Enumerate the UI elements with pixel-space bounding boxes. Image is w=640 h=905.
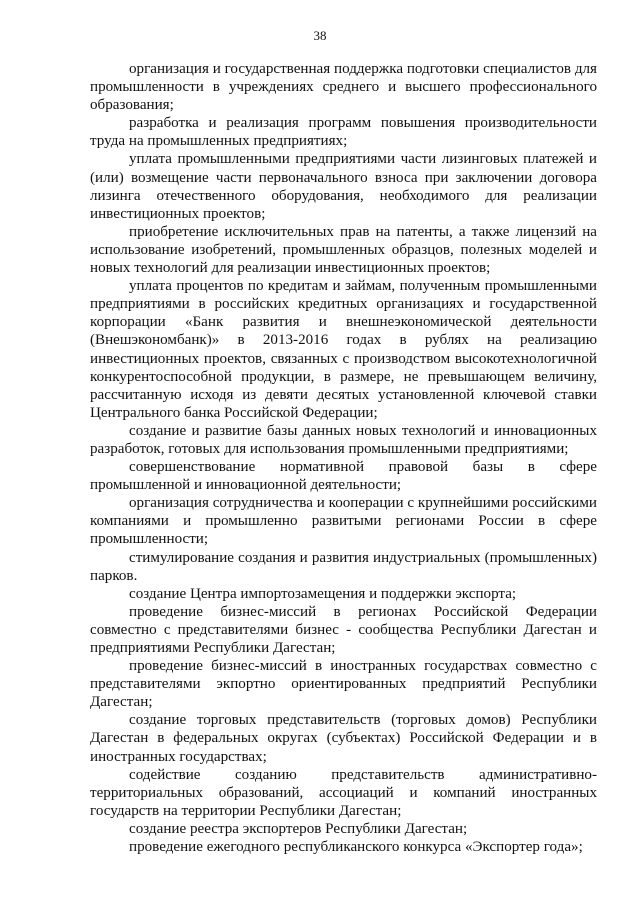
- page-number: 38: [313, 28, 327, 43]
- paragraph: стимулирование создания и развития индустриальных (промышленных) парков.: [90, 549, 597, 584]
- paragraph: уплата промышленными предприятиями части лизинговых платежей и (или) возмещение части первоначального взноса при заключении договора лизинга отечественного оборудования, необходимого для реализации инвестиционных проектов;: [90, 151, 597, 222]
- paragraph: организация и государственная поддержка подготовки специалистов для промышленности в учреждениях среднего и высшего профессионального образования;: [90, 61, 597, 114]
- paragraph: разработка и реализация программ повышения производительности труда на промышленных предприятиях;: [90, 115, 597, 150]
- paragraph: организация сотрудничества и кооперации с крупнейшими российскими компаниями и промышленно развитыми регионами России в сфере промышленности;: [90, 495, 597, 548]
- paragraph: приобретение исключительных прав на патенты, а также лицензий на использование изобретений, промышленных образцов, полезных моделей и новых технологий для реализации инвестиционных проектов;: [90, 223, 597, 277]
- paragraph: уплата процентов по кредитам и займам, полученным промышленными предприятиями в российских кредитных организациях и государственной корпорации «Банк развития и внешнеэкономической деятельности (Внешэкономбанк)» в 2013-2016 годах в рублях на реализацию инвестиционных проектов, связанных с производством высокотехнологичной конкурентоспособной продукции, в размере, не превышающем величину, рассчитанную исходя из девяти десятых установленной ключевой ставки Центрального банка Российской Федерации;: [90, 278, 597, 421]
- paragraph: проведение бизнес-миссий в иностранных государствах совместно с представителями экпортно ориентированных предприятий Республики Дагестан;: [90, 658, 597, 711]
- page-body: [90, 60, 597, 856]
- paragraph: проведение ежегодного республиканского конкурса «Экспортер года»;: [129, 839, 583, 856]
- paragraph: создание Центра импортозамещения и поддержки экспорта;: [129, 585, 517, 602]
- paragraph: создание торговых представительств (торговых домов) Республики Дагестан в федеральных округах (субъектах) Российской Федерации и в иностранных государствах;: [90, 712, 597, 765]
- paragraph: содействие созданию представительств административно-территориальных образований, ассоциаций и компаний иностранных государств на территории Республики Дагестан;: [90, 766, 597, 819]
- paragraph: создание и развитие базы данных новых технологий и инновационных разработок, готовых для использования промышленными предприятиями;: [90, 422, 597, 457]
- paragraph: создание реестра экспортеров Республики Дагестан;: [129, 820, 468, 837]
- paragraph: совершенствование нормативной правовой базы в сфере промышленной и инновационной деятельности;: [90, 459, 597, 494]
- paragraph: проведение бизнес-миссий в регионах Российской Федерации совместно с представителями бизнес - сообщества Республики Дагестан и предприятиями Республики Дагестан;: [90, 603, 597, 656]
